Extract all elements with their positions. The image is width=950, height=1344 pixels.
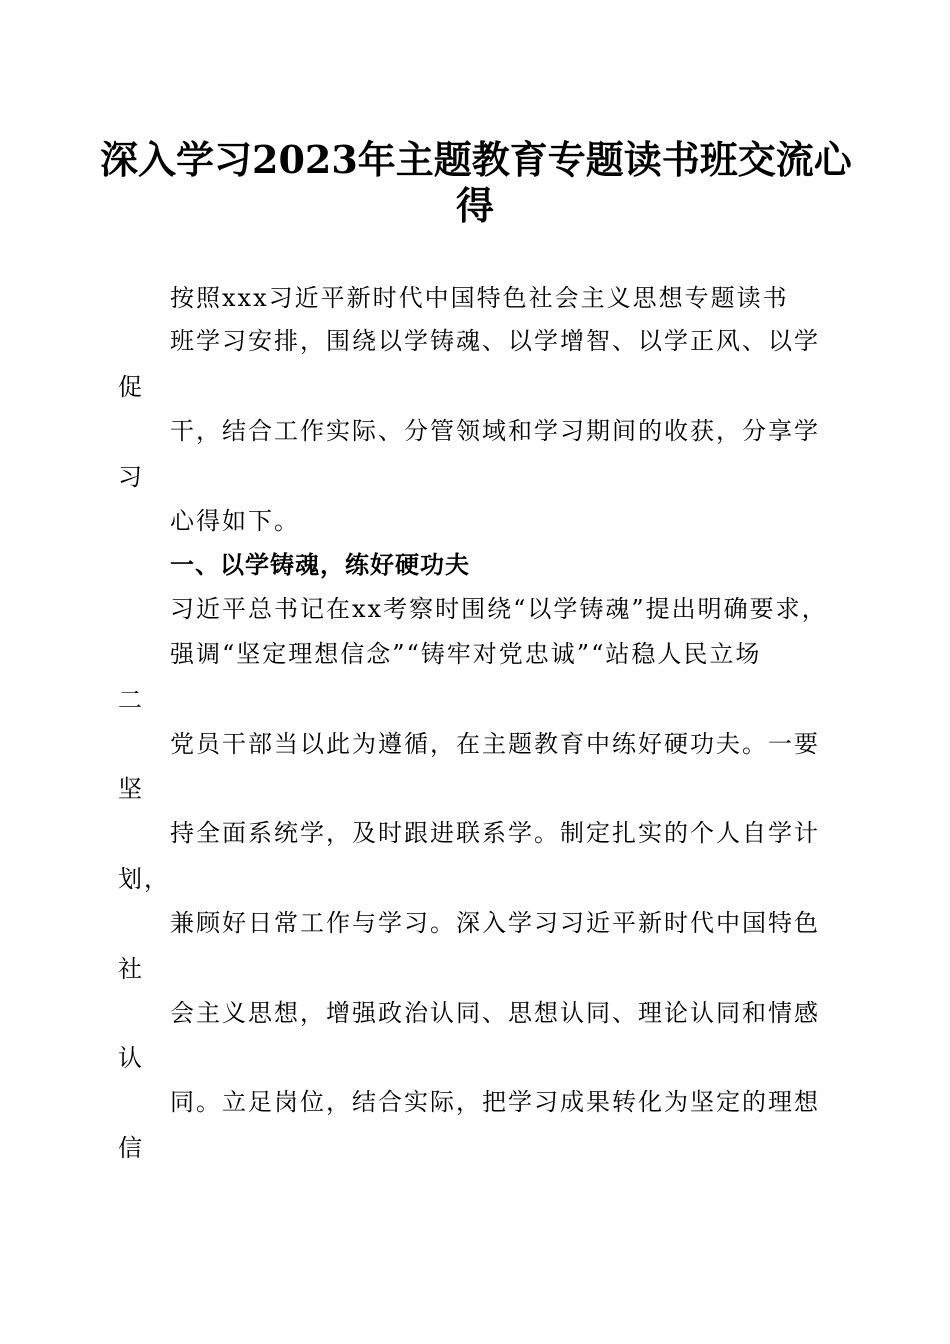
body-line: 习近平总书记在xx考察时围绕“以学铸魂”提出明确要求，: [170, 595, 828, 623]
body-line: 认: [118, 1044, 144, 1072]
body-line: 强调“坚定理想信念”“铸牢对党忠诚”“站稳人民立场: [170, 640, 762, 668]
body-line: 同。立足岗位，结合实际，把学习成果转化为坚定的理想: [170, 1088, 820, 1116]
document-title-line-2: 得: [455, 183, 494, 228]
body-line: 信: [118, 1134, 144, 1162]
body-line: 持全面系统学，及时跟进联系学。制定扎实的个人自学计: [170, 819, 820, 847]
body-line: 划，: [118, 865, 170, 893]
body-line: 兼顾好日常工作与学习。深入学习习近平新时代中国特色: [170, 909, 820, 937]
body-line: 党员干部当以此为遵循，在主题教育中练好硬功夫。一要: [170, 730, 820, 758]
body-line: 干，结合工作实际、分管领域和学习期间的收获，分享学: [170, 417, 820, 445]
body-line: 社: [118, 955, 144, 983]
body-line: 班学习安排，围绕以学铸魂、以学增智、以学正风、以学: [170, 327, 820, 355]
section-heading: 一、以学铸魂，练好硬功夫: [170, 550, 470, 579]
body-line: 二: [118, 686, 144, 714]
body-line: 按照xxx习近平新时代中国特色社会主义思想专题读书: [170, 284, 789, 312]
body-line: 促: [118, 373, 144, 401]
body-line: 习: [118, 463, 144, 491]
document-title-line-1: 深入学习2023年主题教育专题读书班交流心: [100, 137, 852, 182]
body-line: 心得如下。: [170, 507, 300, 535]
body-line: 坚: [118, 775, 144, 803]
body-line: 会主义思想，增强政治认同、思想认同、理论认同和情感: [170, 999, 820, 1027]
